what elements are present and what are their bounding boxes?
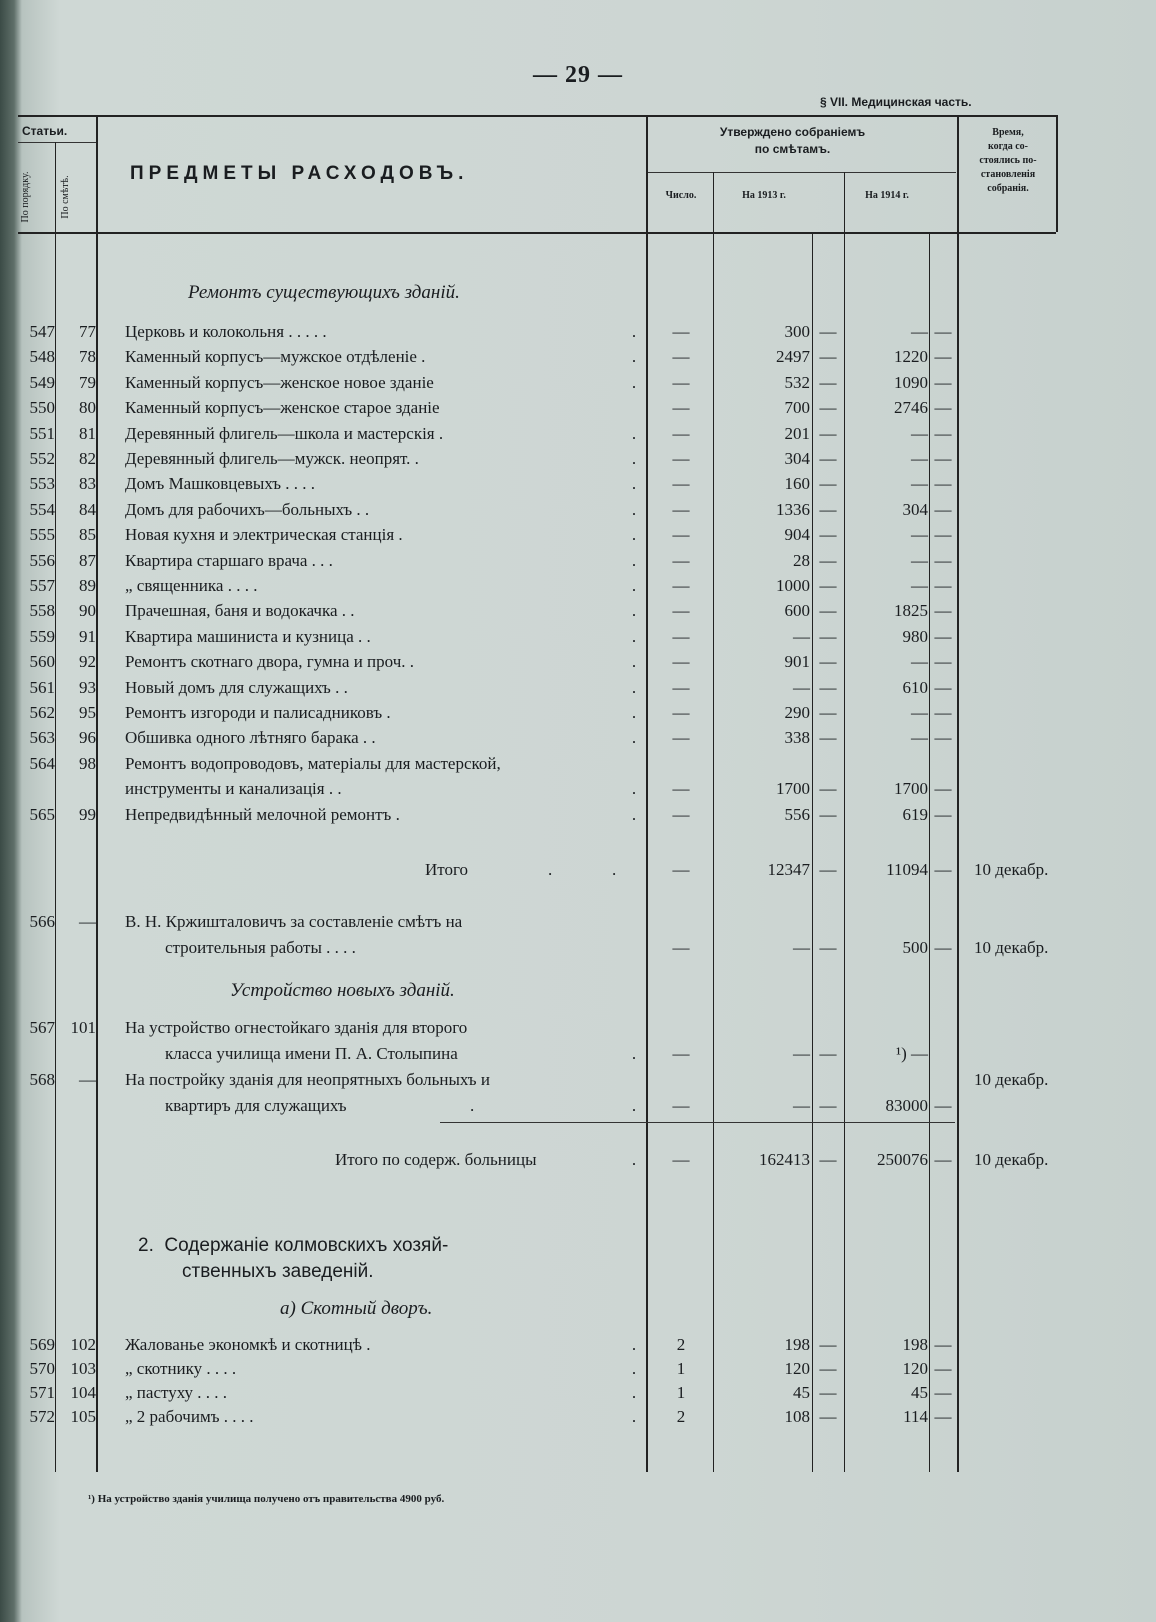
cell-count: —	[672, 372, 690, 392]
cell-d13: —	[819, 626, 837, 646]
table-row	[0, 424, 1156, 450]
cell-dot: .	[631, 601, 637, 621]
cell-count: —	[672, 703, 690, 722]
cell-v1914: 610	[902, 677, 928, 697]
cell-d13: —	[819, 347, 837, 367]
header-bottom-border	[18, 232, 1056, 234]
cell-v1914: —	[911, 728, 928, 748]
cell-dot: .	[631, 449, 637, 468]
header-articles: Статьи.	[22, 124, 68, 138]
cell-n2: 81	[79, 423, 96, 443]
cell-count: 2	[676, 1335, 686, 1354]
header-approved: Утверждено собраніемъ по смѣтамъ.	[719, 125, 866, 156]
cell-count: —	[672, 474, 690, 494]
cell-dot: .	[631, 728, 637, 748]
table-row	[0, 1335, 1156, 1361]
header-by-order: По порядку.	[20, 171, 31, 223]
cell-count: —	[672, 728, 690, 748]
cell-n1: 570	[29, 1359, 55, 1378]
cell-n2: 99	[79, 804, 96, 824]
cell-n2: 104	[70, 1383, 96, 1402]
cell-name: Квартира старшаго врача . . .	[125, 550, 333, 570]
cell-v1914: —	[911, 550, 928, 570]
cell-dot: .	[631, 525, 637, 545]
table-row: 567 101 На устройство огнестойкаго зданія для второго	[29, 1018, 468, 1037]
cell-count: 1	[676, 1383, 686, 1402]
cell-n1: 550	[29, 398, 55, 418]
cell-count: —	[672, 423, 690, 443]
cell-d14: —	[934, 474, 952, 494]
cell-v1913: —	[793, 626, 810, 646]
cell-count: —	[672, 652, 690, 672]
header-divider-approved	[648, 172, 956, 173]
cell-count: —	[672, 525, 690, 545]
cell-v1914: —	[911, 525, 928, 545]
cell-dot: .	[631, 372, 637, 392]
cell-v1913: —	[793, 677, 810, 697]
table-row	[0, 373, 1156, 399]
page-number: — 29 —	[533, 62, 623, 88]
cell-v1914: —	[911, 474, 928, 494]
cell-dot: .	[631, 652, 637, 672]
cell-d14: —	[934, 449, 952, 468]
cell-d14: —	[934, 398, 952, 418]
cell-v1913: 904	[784, 525, 810, 545]
header-1913: На 1913 г.	[742, 190, 786, 201]
table-row	[0, 449, 1156, 475]
cell-v1913: 28	[793, 550, 810, 570]
cell-dot: .	[631, 779, 637, 799]
cell-n1: 558	[29, 601, 55, 621]
cell-dot: .	[631, 550, 637, 570]
cell-count: —	[672, 626, 690, 646]
cell-n2: 90	[79, 601, 96, 621]
cell-n1: 572	[29, 1407, 55, 1426]
cell-v1913: 1336	[776, 499, 810, 519]
cell-n2: 98	[79, 753, 96, 773]
cell-v1914: —	[911, 703, 928, 722]
subheading-repair: Ремонтъ существующихъ зданій.	[188, 282, 460, 303]
cell-name: Домъ Машковцевыхъ . . . .	[125, 474, 315, 494]
cell-dot: .	[631, 677, 637, 697]
header-time: Время, когда со- стоялись по- становленія собранія.	[979, 127, 1037, 194]
cell-name: Домъ для рабочихъ—больныхъ . .	[125, 499, 370, 519]
cell-d13: —	[819, 525, 837, 545]
cell-name: инструменты и канализація . .	[125, 779, 342, 799]
cell-v1914: 1700	[894, 779, 928, 799]
table-row: квартиръ для служащихъ . . — — — 83000 —	[165, 1096, 952, 1115]
table-row	[0, 322, 1156, 348]
cell-n2: 87	[79, 550, 96, 570]
cell-d13: —	[819, 499, 837, 519]
cell-d14: —	[934, 1359, 952, 1378]
cell-name: „ скотнику . . . .	[125, 1359, 237, 1378]
cell-d13: —	[819, 1407, 837, 1426]
cell-count: —	[672, 398, 690, 418]
table-row	[0, 627, 1156, 653]
cell-name: Деревянный флигель—школа и мастерскія .	[125, 423, 444, 443]
cell-count: —	[672, 550, 690, 570]
cell-d14: —	[934, 372, 952, 392]
cell-dot: .	[631, 474, 637, 494]
cell-v1913: 304	[784, 449, 810, 468]
cell-d14: —	[934, 576, 952, 595]
cell-v1914: 1825	[894, 601, 928, 621]
cell-d13: —	[819, 474, 837, 494]
cell-d13: —	[819, 423, 837, 443]
cell-v1913: 45	[793, 1383, 810, 1402]
cell-d13: —	[819, 652, 837, 672]
cell-count: —	[672, 779, 690, 799]
cell-n2: 80	[79, 398, 96, 418]
cell-v1913: 300	[784, 322, 810, 341]
cell-d14: —	[934, 550, 952, 570]
section-title: § VII. Медицинская часть.	[820, 95, 972, 109]
cell-d13: —	[819, 703, 837, 722]
cell-name: Каменный корпусъ—женское новое зданіе	[125, 372, 434, 392]
cell-d14: —	[934, 322, 952, 341]
cell-n2: 85	[79, 525, 96, 545]
cell-v1914: 45	[911, 1383, 928, 1402]
cell-v1914: 619	[902, 804, 928, 824]
cell-dot: .	[631, 1359, 637, 1378]
cell-n2: 91	[79, 626, 96, 646]
section-2-heading: 2. Содержаніе колмовскихъ хозяй-	[138, 1235, 449, 1256]
cell-dot: .	[631, 322, 637, 341]
cell-d13: —	[819, 1335, 837, 1354]
cell-d13: —	[819, 677, 837, 697]
cell-n2: 103	[70, 1359, 96, 1378]
cell-name: Каменный корпусъ—мужское отдѣленіе .	[125, 347, 426, 367]
table-top-border	[18, 115, 1056, 117]
cell-n1: 564	[29, 753, 55, 773]
cell-v1914: 198	[902, 1335, 928, 1354]
cell-n2: 105	[70, 1407, 96, 1426]
cell-n1: 553	[29, 474, 55, 494]
cell-v1913: 2497	[776, 347, 810, 367]
table-row: класса училища имени П. А. Столыпина . — — — ¹) —	[165, 1044, 928, 1063]
cell-name: Каменный корпусъ—женское старое зданіе	[125, 398, 440, 418]
cell-d14: —	[934, 703, 952, 722]
cell-v1913: 198	[784, 1335, 810, 1354]
cell-name: Ремонтъ скотнаго двора, гумна и проч. .	[125, 652, 414, 672]
cell-d14: —	[934, 499, 952, 519]
cell-v1913: 532	[784, 372, 810, 392]
cell-v1914: 304	[902, 499, 928, 519]
cell-count: —	[672, 499, 690, 519]
cell-n1: 560	[29, 652, 55, 672]
cell-n1: 563	[29, 728, 55, 748]
cell-n1: 554	[29, 499, 55, 519]
table-row	[0, 576, 1156, 602]
cell-count: —	[672, 601, 690, 621]
cell-dot: .	[631, 423, 637, 443]
table-row	[0, 500, 1156, 526]
cell-v1913: 1700	[776, 779, 810, 799]
cell-v1913: 160	[784, 474, 810, 494]
cell-name: Квартира машиниста и кузница . .	[125, 626, 371, 646]
cell-n1: 556	[29, 550, 55, 570]
cell-d13: —	[819, 449, 837, 468]
cell-n1: 548	[29, 347, 55, 367]
header-items-of-expense: ПРЕДМЕТЫ РАСХОДОВЪ.	[130, 163, 469, 184]
cell-n2: 95	[79, 703, 96, 722]
cell-d14: —	[934, 347, 952, 367]
table-row: 566 — В. Н. Кржишталовичъ за составленіе смѣтъ на	[29, 912, 463, 931]
cell-name: Новая кухня и электрическая станція .	[125, 525, 403, 545]
cell-d13: —	[819, 322, 837, 341]
cell-v1914: 114	[903, 1407, 928, 1426]
cell-name: „ священника . . . .	[125, 576, 258, 595]
cell-v1913: 201	[784, 423, 810, 443]
cell-d13: —	[819, 728, 837, 748]
header-number: Число.	[665, 190, 697, 201]
cell-dot: .	[631, 804, 637, 824]
cell-n2: 89	[79, 576, 96, 595]
cell-v1914: 120	[902, 1359, 928, 1378]
cell-d14: —	[934, 804, 952, 824]
cell-v1914: —	[911, 576, 928, 595]
cell-v1914: —	[911, 322, 928, 341]
cell-d13: —	[819, 550, 837, 570]
header-by-estimate: По смѣтѣ.	[60, 175, 71, 219]
cell-count: —	[672, 677, 690, 697]
cell-name: Ремонтъ водопроводовъ, матеріалы для мастерской,	[125, 753, 501, 773]
table-row	[0, 1359, 1156, 1385]
cell-d14: —	[934, 423, 952, 443]
cell-name: Церковь и колокольня . . . . .	[125, 322, 327, 341]
subheading-new-buildings: Устройство новыхъ зданій.	[230, 980, 455, 1001]
cell-n1: 551	[29, 423, 55, 443]
cell-dot: .	[631, 703, 637, 722]
table-row	[0, 652, 1156, 678]
cell-v1914: —	[911, 449, 928, 468]
cell-d13: —	[819, 372, 837, 392]
header-1914: На 1914 г.	[865, 190, 909, 201]
cell-v1913: 556	[784, 804, 810, 824]
cell-count: —	[672, 449, 690, 468]
cell-n1: 569	[29, 1335, 55, 1354]
table-row: 568 — На постройку зданія для неопрятныхъ больныхъ и 10 декабр.	[29, 1070, 1049, 1089]
cell-n1: 557	[29, 576, 55, 595]
table-row	[0, 525, 1156, 551]
cell-v1914: 1090	[894, 372, 928, 392]
cell-n1: 561	[29, 677, 55, 697]
cell-d13: —	[819, 1359, 837, 1378]
table-row	[0, 779, 1156, 805]
cell-n2: 78	[79, 347, 96, 367]
cell-count: —	[672, 804, 690, 824]
cell-n1: 549	[29, 372, 55, 392]
table-row	[0, 601, 1156, 627]
cell-name: Деревянный флигель—мужск. неопрят. .	[125, 449, 419, 468]
cell-d13: —	[819, 576, 837, 595]
cell-n1: 559	[29, 626, 55, 646]
cell-dot: .	[631, 1383, 637, 1402]
cell-v1914: 980	[902, 626, 928, 646]
cell-v1913: 700	[784, 398, 810, 418]
cell-d14: —	[934, 1383, 952, 1402]
header-divider-articles	[18, 142, 96, 143]
cell-d14: —	[934, 728, 952, 748]
table-row: Итого . . — 12347 — 11094 — 10 декабр.	[425, 860, 1049, 879]
table-row: строительныя работы . . . . — — — 500 — 10 декабр.	[165, 938, 1049, 957]
table-row	[0, 805, 1156, 831]
table-row	[0, 551, 1156, 577]
section-2-heading-cont: ственныхъ заведеній.	[182, 1261, 374, 1282]
cell-count: —	[672, 347, 690, 367]
cell-d13: —	[819, 601, 837, 621]
cell-n2: 83	[79, 474, 96, 494]
cell-d14: —	[934, 626, 952, 646]
cell-dot: .	[631, 499, 637, 519]
cell-name: „ пастуху . . . .	[125, 1383, 228, 1402]
footnote: ¹) На устройство зданія училища получено отъ правительства 4900 руб.	[88, 1493, 445, 1505]
cell-n1: 552	[29, 449, 55, 468]
cell-d14: —	[934, 779, 952, 799]
cell-d14: —	[934, 601, 952, 621]
cell-name: Жалованье экономкѣ и скотницѣ .	[125, 1335, 371, 1354]
subheading-cattle-yard: а) Скотный дворъ.	[280, 1298, 433, 1319]
cell-count: —	[672, 322, 690, 341]
cell-count: 2	[676, 1407, 686, 1426]
cell-v1914: —	[911, 423, 928, 443]
cell-n2: 79	[79, 372, 96, 392]
cell-d13: —	[819, 398, 837, 418]
table-row	[0, 728, 1156, 754]
cell-v1913: 108	[784, 1407, 810, 1426]
cell-name: Обшивка одного лѣтняго барака . .	[125, 728, 376, 748]
sum-rule	[440, 1122, 955, 1123]
table-row	[0, 754, 1156, 780]
cell-dot: .	[631, 626, 637, 646]
cell-v1913: 600	[784, 601, 810, 621]
cell-v1914: 1220	[894, 347, 928, 367]
cell-d13: —	[819, 804, 837, 824]
cell-n2: 82	[79, 449, 96, 468]
cell-d14: —	[934, 525, 952, 545]
cell-dot: .	[631, 1335, 637, 1354]
cell-n1: 571	[29, 1383, 55, 1402]
cell-v1914: —	[911, 652, 928, 672]
cell-name: Ремонтъ изгороди и палисадниковъ .	[125, 703, 391, 722]
cell-n1: 547	[29, 322, 55, 341]
table-row	[0, 703, 1156, 729]
cell-n2: 93	[79, 677, 96, 697]
cell-v1913: 290	[784, 703, 810, 722]
cell-v1913: 1000	[776, 576, 810, 595]
cell-d13: —	[819, 779, 837, 799]
cell-dot: .	[631, 1407, 637, 1426]
cell-n2: 96	[79, 728, 96, 748]
table-row	[0, 347, 1156, 373]
table-row	[0, 1383, 1156, 1409]
cell-name: „ 2 рабочимъ . . . .	[125, 1407, 254, 1426]
cell-count: —	[672, 576, 690, 595]
cell-v1913: 901	[784, 652, 810, 672]
cell-n2: 102	[70, 1335, 96, 1354]
cell-count: 1	[676, 1359, 686, 1378]
cell-name: Непредвидѣнный мелочной ремонтъ .	[125, 804, 400, 824]
cell-n2: 92	[79, 652, 96, 672]
cell-name: Прачешная, баня и водокачка . .	[125, 601, 355, 621]
cell-n1: 562	[29, 703, 55, 722]
table-row: Итого по содерж. больницы . — 162413 — 250076 — 10 декабр.	[335, 1150, 1049, 1169]
table-row	[0, 678, 1156, 704]
cell-n1: 555	[29, 525, 55, 545]
cell-d14: —	[934, 1407, 952, 1426]
cell-name: Новый домъ для служащихъ . .	[125, 677, 348, 697]
cell-d14: —	[934, 1335, 952, 1354]
cell-dot: .	[631, 347, 637, 367]
cell-d14: —	[934, 652, 952, 672]
cell-n2: 77	[79, 322, 96, 341]
cell-v1914: 2746	[894, 398, 928, 418]
cell-v1913: 120	[784, 1359, 810, 1378]
cell-d13: —	[819, 1383, 837, 1402]
table-row	[0, 474, 1156, 500]
cell-v1913: 338	[784, 728, 810, 748]
cell-n2: 84	[79, 499, 96, 519]
table-row	[0, 398, 1156, 424]
cell-n1: 565	[29, 804, 55, 824]
cell-d14: —	[934, 677, 952, 697]
cell-dot: .	[631, 576, 637, 595]
table-row	[0, 1407, 1156, 1433]
